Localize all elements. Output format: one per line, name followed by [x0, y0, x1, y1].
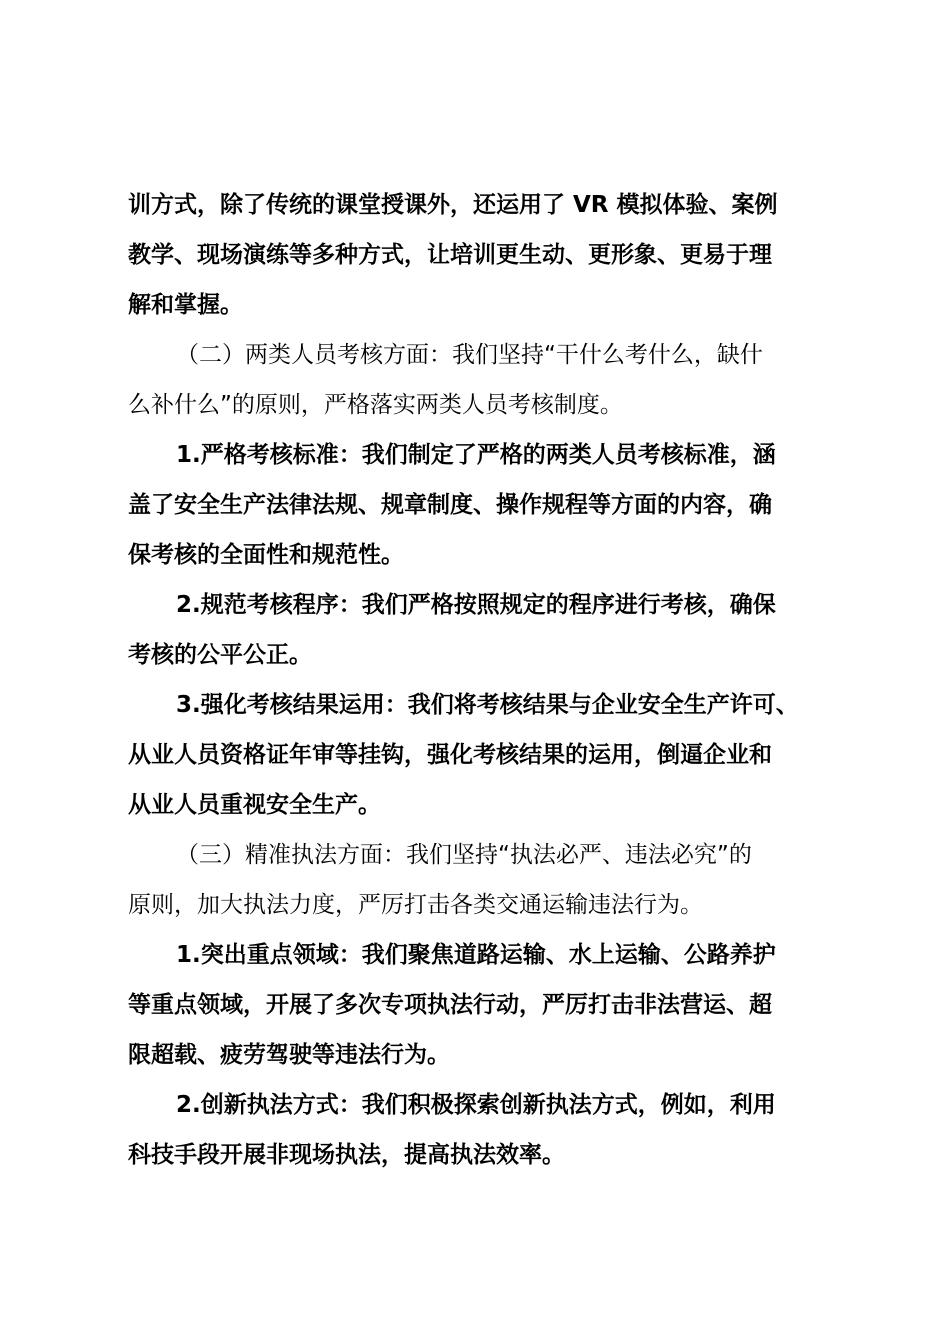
text-line: 1.突出重点领域：我们聚焦道路运输、水上运输、公路养护	[176, 942, 776, 968]
text-line: 保考核的全面性和规范性。	[128, 542, 404, 568]
text-line: （三）精准执法方面：我们坚持“执法必严、违法必究”的	[176, 842, 752, 868]
text-line: 2.创新执法方式：我们积极探索创新执法方式，例如，利用	[176, 1092, 776, 1118]
text-line: 3.强化考核结果运用：我们将考核结果与企业安全生产许可、	[176, 692, 799, 718]
text-line: 科技手段开展非现场执法，提高执法效率。	[128, 1142, 565, 1168]
text-line: （二）两类人员考核方面：我们坚持“干什么考什么，缺什	[176, 342, 763, 368]
text-line: 从业人员资格证年审等挂钩，强化考核结果的运用，倒逼企业和	[128, 742, 772, 768]
text-line: 训方式，除了传统的课堂授课外，还运用了 VR 模拟体验、案例	[128, 192, 778, 218]
text-line: 盖了安全生产法律法规、规章制度、操作规程等方面的内容，确	[128, 492, 772, 518]
paragraph-strict-standards	[128, 430, 834, 580]
text-line: 从业人员重视安全生产。	[128, 792, 381, 818]
paragraph-key-areas	[128, 930, 834, 1080]
document-body	[128, 180, 834, 1180]
text-line: 1.严格考核标准：我们制定了严格的两类人员考核标准，涵	[176, 442, 776, 468]
section-heading-assessment	[128, 330, 834, 430]
text-line: 考核的公平公正。	[128, 642, 312, 668]
text-line: 教学、现场演练等多种方式，让培训更生动、更形象、更易于理	[128, 242, 772, 268]
paragraph-training-methods	[128, 180, 834, 330]
section-heading-enforcement	[128, 830, 834, 930]
text-line: 原则，加大执法力度，严厉打击各类交通运输违法行为。	[128, 892, 703, 918]
paragraph-innovative-enforcement	[128, 1080, 834, 1180]
text-line: 等重点领域，开展了多次专项执法行动，严厉打击非法营运、超	[128, 992, 772, 1018]
text-line: 解和掌握。	[128, 292, 243, 318]
paragraph-standard-procedure	[128, 580, 834, 680]
text-line: 限超载、疲劳驾驶等违法行为。	[128, 1042, 450, 1068]
paragraph-result-application	[128, 680, 834, 830]
text-line: 么补什么”的原则，严格落实两类人员考核制度。	[128, 392, 623, 418]
text-line: 2.规范考核程序：我们严格按照规定的程序进行考核，确保	[176, 592, 776, 618]
